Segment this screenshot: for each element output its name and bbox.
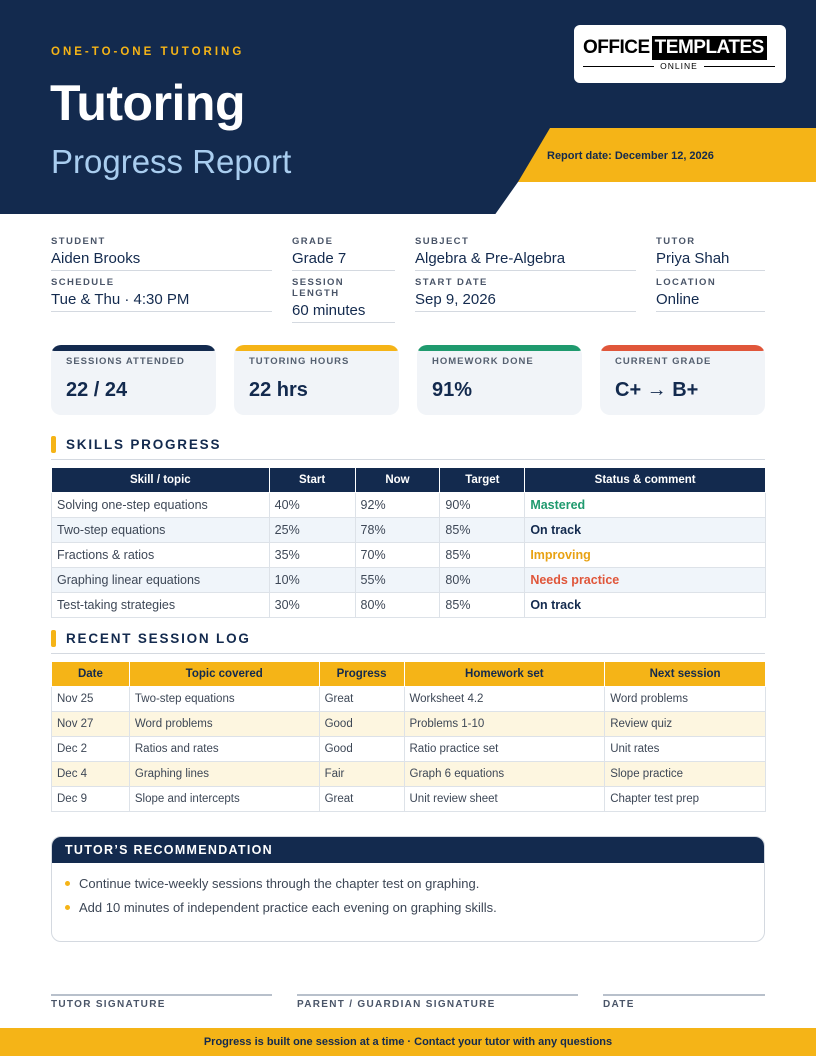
table-row [52, 787, 766, 812]
table-cell: Chapter test prep [605, 787, 766, 812]
stat-label: CURRENT GRADE [615, 356, 712, 367]
section-divider [51, 459, 765, 460]
table-cell: Good [319, 737, 404, 762]
stat-label: SESSIONS ATTENDED [66, 356, 185, 367]
table-cell: Good [319, 712, 404, 737]
header-diagonal-cut [494, 182, 816, 214]
list-item [65, 895, 764, 919]
table-row [52, 493, 766, 518]
location-label: LOCATION [656, 277, 717, 288]
location-field [656, 277, 765, 312]
tutor-field [656, 236, 765, 271]
table-cell: 30% [269, 593, 355, 618]
column-header: Skill / topic [52, 468, 270, 493]
table-cell: Unit rates [605, 737, 766, 762]
start-date-value: Sep 9, 2026 [415, 291, 636, 312]
table-cell: Unit review sheet [404, 787, 605, 812]
table-row [52, 687, 766, 712]
bullet-icon [65, 881, 70, 886]
table-cell: Problems 1-10 [404, 712, 605, 737]
recommendation-heading: TUTOR’S RECOMMENDATION [52, 837, 764, 863]
schedule-field [51, 277, 272, 312]
schedule-label: SCHEDULE [51, 277, 115, 288]
section-title: RECENT SESSION LOG [66, 631, 251, 646]
column-header: Status & comment [525, 468, 766, 493]
tutor-value: Priya Shah [656, 250, 765, 271]
table-cell: Dec 9 [52, 787, 130, 812]
table-cell: Two-step equations [129, 687, 319, 712]
table-cell: 35% [269, 543, 355, 568]
section-divider [51, 653, 765, 654]
column-header: Date [52, 662, 130, 687]
table-row [52, 518, 766, 543]
stat-accent-bar [51, 345, 216, 351]
table-row [52, 737, 766, 762]
logo-templates-text: TEMPLATES [652, 36, 767, 60]
recommendation-list [52, 863, 764, 919]
column-header: Start [269, 468, 355, 493]
table-cell: Graphing lines [129, 762, 319, 787]
student-value: Aiden Brooks [51, 250, 272, 271]
section-title: SKILLS PROGRESS [66, 437, 222, 452]
status-badge: Mastered [525, 493, 766, 518]
stat-value: C+ → B+ [615, 379, 699, 401]
stat-label: TUTORING HOURS [249, 356, 350, 367]
table-cell: Ratios and rates [129, 737, 319, 762]
table-row [52, 593, 766, 618]
table-cell: Word problems [605, 687, 766, 712]
table-row [52, 568, 766, 593]
table-cell: Fractions & ratios [52, 543, 270, 568]
table-cell: Slope and intercepts [129, 787, 319, 812]
table-cell: Ratio practice set [404, 737, 605, 762]
location-value: Online [656, 291, 765, 312]
subject-field [415, 236, 636, 271]
table-cell: Slope practice [605, 762, 766, 787]
column-header: Homework set [404, 662, 605, 687]
status-badge: On track [525, 518, 766, 543]
table-header-row [52, 468, 766, 493]
section-marker [51, 630, 56, 647]
stat-value: 91% [432, 379, 473, 401]
table-cell: Fair [319, 762, 404, 787]
status-badge: Needs practice [525, 568, 766, 593]
column-header: Next session [605, 662, 766, 687]
stat-card-sessions [51, 345, 216, 415]
list-item [65, 871, 764, 895]
column-header: Now [355, 468, 440, 493]
table-cell: 70% [355, 543, 440, 568]
page-title: Tutoring [50, 75, 245, 131]
stat-card-grade [600, 345, 765, 415]
session-log-section-heading [51, 630, 765, 647]
stat-accent-bar [234, 345, 399, 351]
stat-value: 22 hrs [249, 379, 308, 401]
table-row [52, 712, 766, 737]
session-length-field [292, 277, 395, 323]
grade-field [292, 236, 395, 271]
status-badge: Improving [525, 543, 766, 568]
table-cell: Word problems [129, 712, 319, 737]
table-cell: Worksheet 4.2 [404, 687, 605, 712]
stat-card-hours [234, 345, 399, 415]
stat-card-homework [417, 345, 582, 415]
logo-online-text: ONLINE [660, 61, 698, 71]
table-cell: 40% [269, 493, 355, 518]
subject-value: Algebra & Pre-Algebra [415, 250, 636, 271]
status-badge: On track [525, 593, 766, 618]
subject-label: SUBJECT [415, 236, 470, 247]
skills-section-heading [51, 436, 765, 453]
column-header: Topic covered [129, 662, 319, 687]
table-cell: 90% [440, 493, 525, 518]
table-header-row [52, 662, 766, 687]
table-row [52, 543, 766, 568]
footer-banner: Progress is built one session at a time · Contact your tutor with any questions [0, 1028, 816, 1056]
table-cell: Great [319, 687, 404, 712]
stat-value: 22 / 24 [66, 379, 128, 401]
recommendation-text: Continue twice-weekly sessions through the chapter test on graphing. [79, 875, 480, 891]
table-cell: Test-taking strategies [52, 593, 270, 618]
table-cell: 10% [269, 568, 355, 593]
tutor-label: TUTOR [656, 236, 696, 247]
stat-accent-bar [417, 345, 582, 351]
table-cell: Nov 27 [52, 712, 130, 737]
schedule-value: Tue & Thu · 4:30 PM [51, 291, 272, 312]
section-marker [51, 436, 56, 453]
table-cell: 85% [440, 543, 525, 568]
session-length-label: SESSION LENGTH [292, 277, 345, 299]
table-cell: 25% [269, 518, 355, 543]
table-cell: Two-step equations [52, 518, 270, 543]
table-cell: Graphing linear equations [52, 568, 270, 593]
brand-logo [574, 25, 786, 83]
session-length-value: 60 minutes [292, 302, 395, 323]
stat-label: HOMEWORK DONE [432, 356, 534, 367]
start-date-field [415, 277, 636, 312]
table-cell: Great [319, 787, 404, 812]
report-date: Report date: December 12, 2026 [547, 150, 714, 162]
grade-label: GRADE [292, 236, 334, 247]
table-cell: 80% [440, 568, 525, 593]
table-cell: Graph 6 equations [404, 762, 605, 787]
report-header [0, 0, 816, 214]
grade-value: Grade 7 [292, 250, 395, 271]
eyebrow-label: ONE-TO-ONE TUTORING [51, 46, 245, 58]
column-header: Target [440, 468, 525, 493]
table-cell: 92% [355, 493, 440, 518]
table-row [52, 762, 766, 787]
parent-signature-line: PARENT / GUARDIAN SIGNATURE [297, 994, 578, 1010]
recommendation-text: Add 10 minutes of independent practice each evening on graphing skills. [79, 899, 497, 915]
table-cell: Dec 2 [52, 737, 130, 762]
table-cell: Nov 25 [52, 687, 130, 712]
logo-office-text: OFFICE [583, 37, 650, 58]
table-cell: 85% [440, 593, 525, 618]
table-cell: Solving one-step equations [52, 493, 270, 518]
page-subtitle: Progress Report [51, 143, 292, 180]
session-log-table [51, 661, 766, 812]
recommendation-box [51, 836, 765, 942]
start-date-label: START DATE [415, 277, 488, 288]
table-cell: 80% [355, 593, 440, 618]
bullet-icon [65, 905, 70, 910]
tutor-signature-line: TUTOR SIGNATURE [51, 994, 272, 1010]
stat-accent-bar [600, 345, 765, 351]
column-header: Progress [319, 662, 404, 687]
student-label: STUDENT [51, 236, 106, 247]
date-signature-line: DATE [603, 994, 765, 1010]
table-cell: 55% [355, 568, 440, 593]
table-cell: 78% [355, 518, 440, 543]
student-field [51, 236, 272, 271]
skills-table [51, 467, 766, 618]
table-cell: 85% [440, 518, 525, 543]
table-cell: Review quiz [605, 712, 766, 737]
table-cell: Dec 4 [52, 762, 130, 787]
